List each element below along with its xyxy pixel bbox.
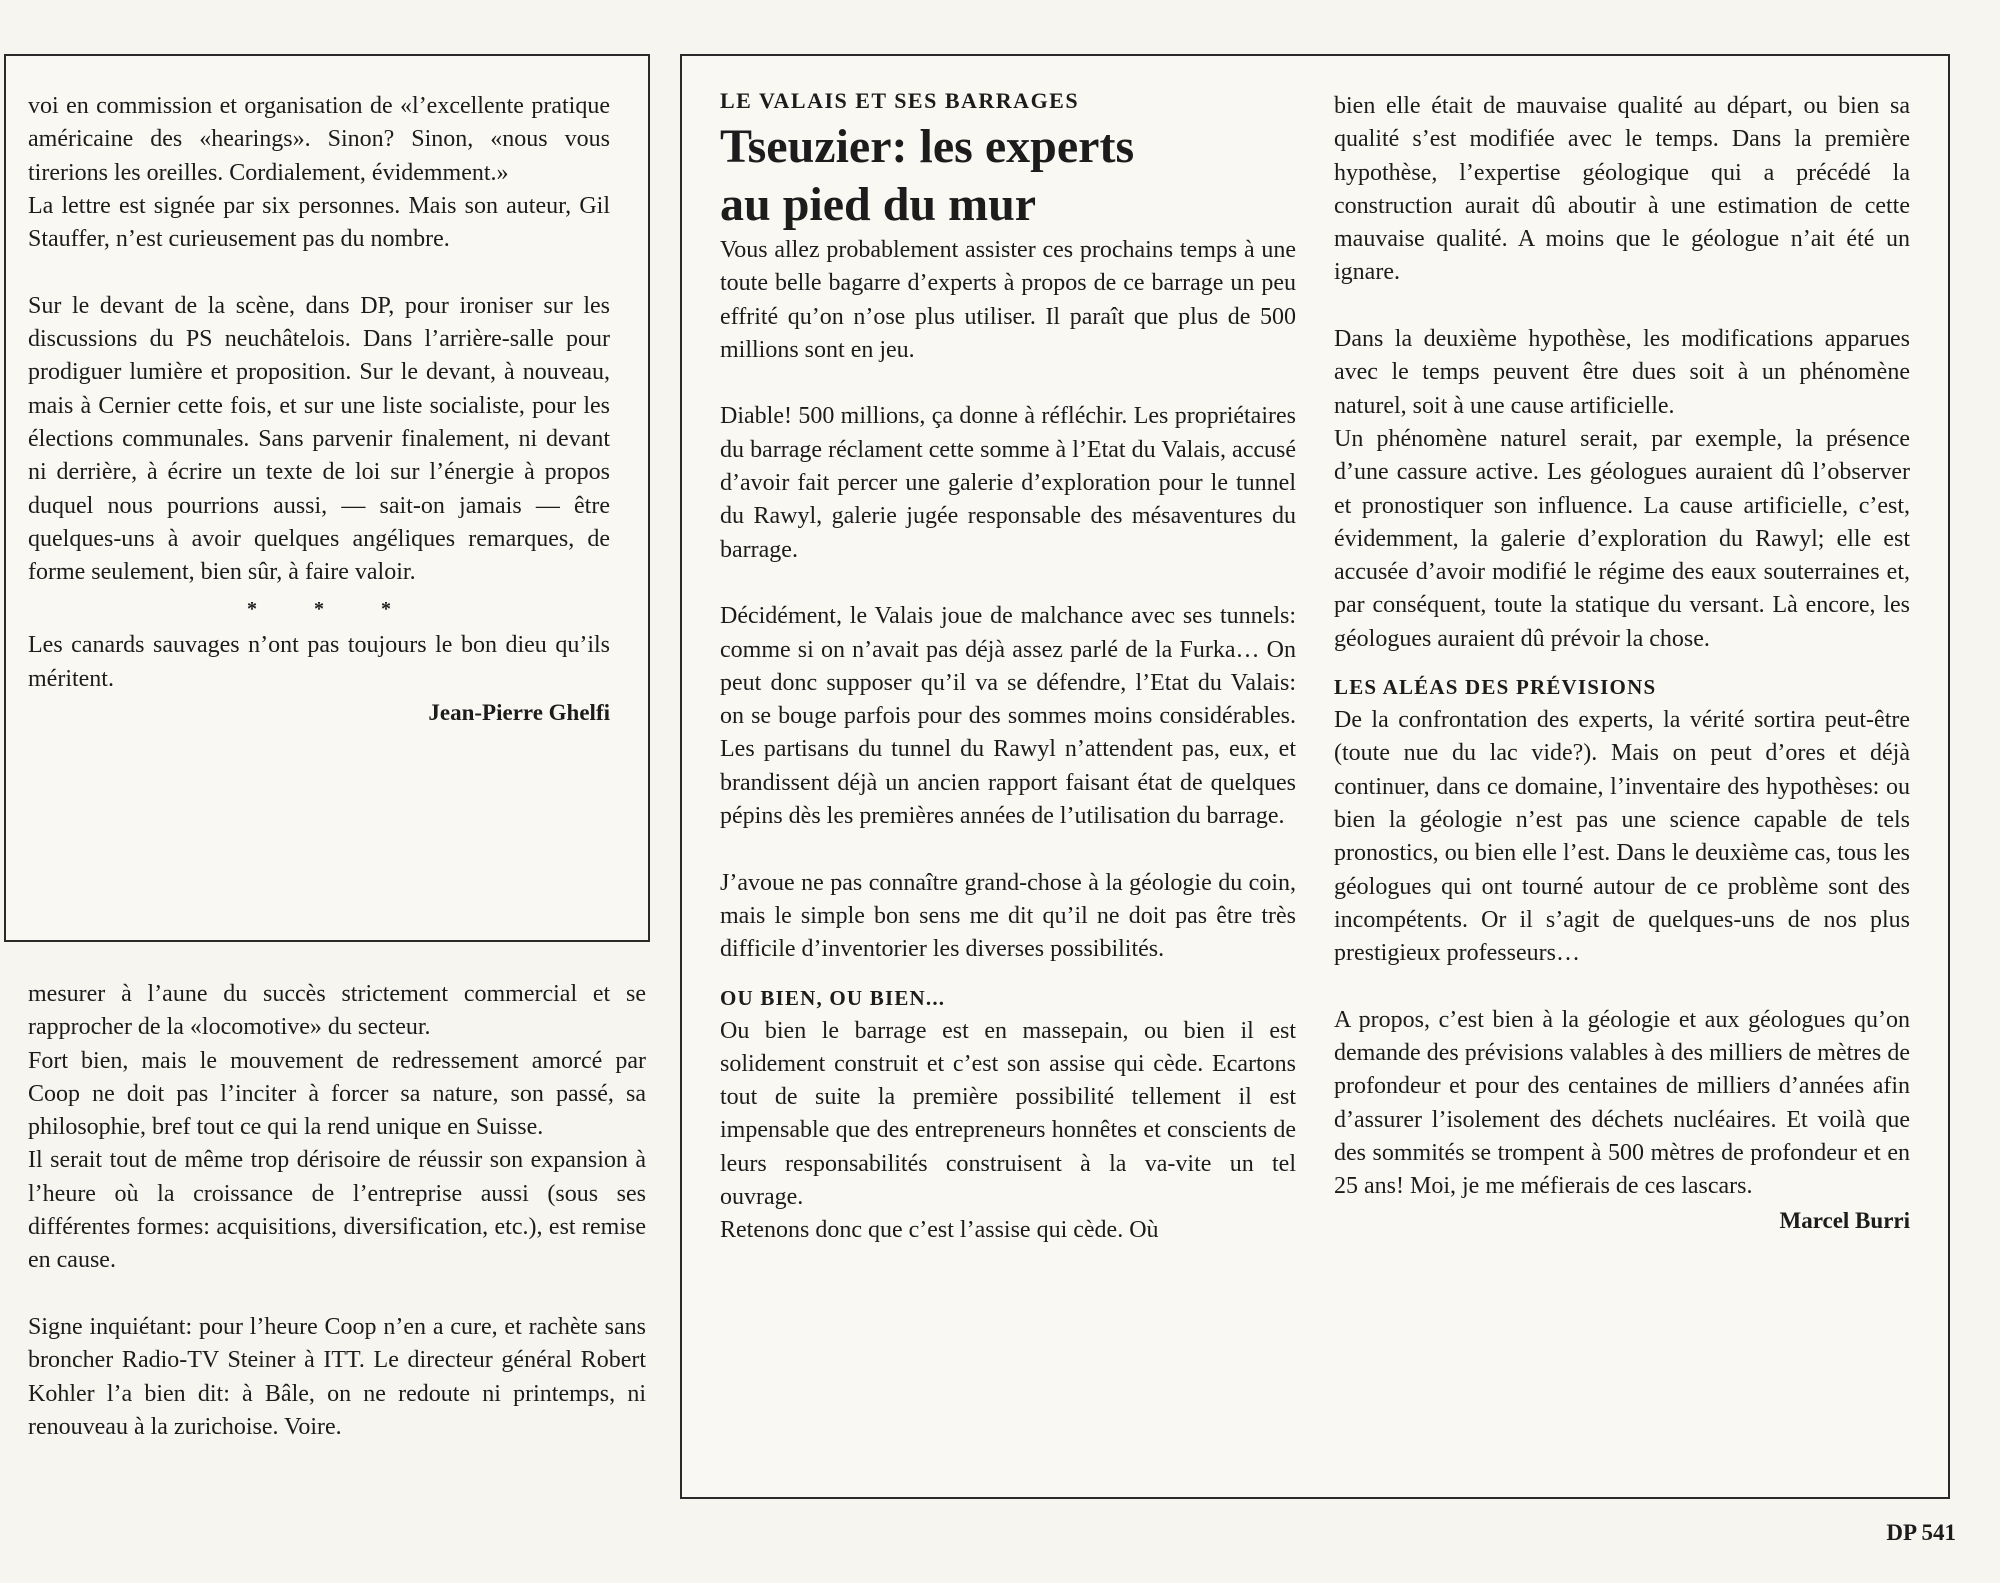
section-separator-stars: * * * [247,598,417,621]
article-paragraph-10: De la confrontation des experts, la vérité sortira peut-être (toute nue du lac vide?). Mais on peut d’ores et déjà continuer, dans ce domaine, l’inventaire des hypothèses: ou bien la géologie n’est pas une science capable de tels pronostics, ou bien elle l’est. Dans le deuxième cas, tous les géologues qui ont tourné autour de ce problème sont des incompétents. Or il s’agit de quelques-uns de nos plus prestigieux professeurs… [1334,707,1910,967]
article-paragraph-3: Décidément, le Valais joue de malchance avec ses tunnels: comme si on n’avait pas déjà assez parlé de la Furka… On peut donc supposer qu’il va se défendre, l’Etat du Valais: on se bouge parfois pour des sommes moins considérables. Les partisans du tunnel du Rawyl n’attendent pas, eux, et brandissent déjà un ancien rapport faisant état de quelques pépins dès les premières années de l’utilisation du barrage. [720,603,1296,830]
article-subheading-ou-bien: OU BIEN, OU BIEN... [720,985,946,1010]
article-column-2 [1334,90,1910,1237]
left-lower-paragraph-3: Il serait tout de même trop dérisoire de réussir son expansion à l’heure où la croissance de l’entreprise aussi (sous ses différentes formes: acquisitions, diversification, etc.), est remise en cause. [28,1147,646,1274]
article-paragraph-2: Diable! 500 millions, ça donne à réfléchir. Les propriétaires du barrage réclament cette somme à l’Etat du Valais, accusé d’avoir fait percer une galerie d’exploration pour le tunnel du Rawyl, galerie jugée responsable des mésaventures du barrage. [720,403,1296,563]
left-lower-text [28,978,646,1444]
article-subheading-aleas: LES ALÉAS DES PRÉVISIONS [1334,675,1657,700]
article-paragraph-9: Un phénomène naturel serait, par exemple, la présence d’une cassure active. Les géologues auraient dû l’observer et pronostiquer son influence. La cause artificielle, c’est, évidemment, la galerie d’exploration du Rawyl; elle est accusée d’avoir modifié le régime des eaux souterraines et, par conséquent, toute la statique du versant. Là encore, les géologues auraient dû prévoir la chose. [1334,425,1910,652]
left-box-paragraph-4: Les canards sauvages n’ont pas toujours le bon dieu qu’ils méritent. [28,632,610,692]
left-box-paragraph-3: Sur le devant de la scène, dans DP, pour ironiser sur les discussions du PS neuchâtelois. Dans l’arrière-salle pour prodiguer lumière et proposition. Sur le devant, à nouveau, mais à Cernier cette fois, et sur une liste socialiste, pour les élections communales. Sans parvenir finalement, ni devant ni derrière, à écrire un texte de loi sur l’énergie à propos duquel nous pourrions aussi, — sait-on jamais — être quelques-uns à avoir quelques angéliques remarques, de forme seulement, bien sûr, à faire valoir. [28,292,610,586]
article-paragraph-1: Vous allez probablement assister ces prochains temps à une toute belle bagarre d’experts à propos de ce barrage un peu effrité qu’on n’ose plus utiliser. Il paraît que plus de 500 millions sont en jeu. [720,237,1296,363]
article-signature: Marcel Burri [1779,1207,1910,1233]
article-headline: Tseuzier: les experts au pied du mur [720,120,1135,231]
left-lower-paragraph-4: Signe inquiétant: pour l’heure Coop n’en a cure, et rachète sans broncher Radio-TV Steiner à ITT. Le directeur général Robert Kohler l’a bien dit: à Bâle, on ne redoute ni printemps, ni renouveau à la zurichoise. Voire. [28,1313,646,1440]
page-number-label: DP 541 [1886,1520,1956,1545]
article-paragraph-7: bien elle était de mauvaise qualité au départ, ou bien sa qualité s’est modifiée avec le temps. Dans la première hypothèse, l’expertise géologique qui a précédé la construction aurait dû aboutir à une estimation de cette mauvaise qualité. A moins que le géologue n’ait été un ignare. [1334,93,1910,286]
left-box-signature: Jean-Pierre Ghelfi [428,700,610,726]
article-paragraph-4: J’avoue ne pas connaître grand-chose à la géologie du coin, mais le simple bon sens me dit qu’il ne doit pas être très difficile d’inventorier les diverses possibilités. [720,869,1296,963]
left-lower-paragraph-1: mesurer à l’aune du succès strictement commercial et se rapprocher de la «locomotive» du secteur. [28,981,646,1041]
article-paragraph-11: A propos, c’est bien à la géologie et aux géologues qu’on demande des prévisions valables à des milliers de mètres de profondeur et pour des centaines de milliers d’années afin d’assurer l’isolement des déchets nucléaires. Et voilà que des sommités se trompent à 500 mètres de profondeur et en 25 ans! Moi, je me méfierais de ces lascars. [1334,1006,1910,1200]
article-column-1 [720,84,1296,1248]
left-lower-paragraph-2: Fort bien, mais le mouvement de redressement amorcé par Coop ne doit pas l’inciter à forcer sa nature, son passé, sa philosophie, bref tout ce qui la rend unique en Suisse. [28,1047,646,1141]
article-paragraph-8: Dans la deuxième hypothèse, les modifications apparues avec le temps peuvent être dues soit à un phénomène naturel, soit à une cause artificielle. [1334,326,1910,419]
article-paragraph-6: Retenons donc que c’est l’assise qui cède. Où [720,1217,1159,1244]
left-box-paragraph-2: La lettre est signée par six personnes. Mais son auteur, Gil Stauffer, n’est curieusement pas du nombre. [28,192,610,253]
article-paragraph-5: Ou bien le barrage est en massepain, ou bien il est solidement construit et c’est son assise qui cède. Ecartons tout de suite la première possibilité tellement il est impensable que des entrepreneurs honnêtes et conscients de leurs responsabilités construisent à la va-vite un tel ouvrage. [720,1017,1296,1211]
article-kicker: LE VALAIS ET SES BARRAGES [720,88,1080,113]
left-box-text [28,90,610,729]
left-box-paragraph-1: voi en commission et organisation de «l’excellente pratique américaine des «hearings». Sinon? Sinon, «nous vous tirerions les oreilles. Cordialement, évidemment.» [28,93,610,186]
